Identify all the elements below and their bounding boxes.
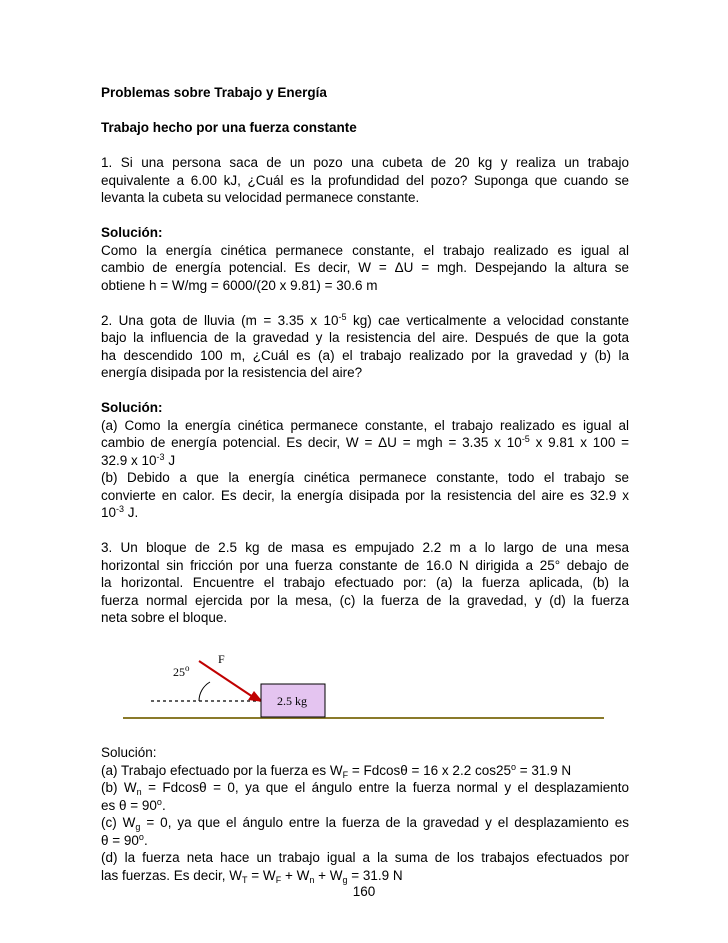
text-line: (a) Como la energía cinética permanece constante, el trabajo realizado es igual al <box>101 417 629 433</box>
text-line: horizontal sin fricción por una fuerza constante de 16.0 N dirigida a 25° debajo de <box>101 557 629 573</box>
text-line: la horizontal. Encuentre el trabajo efectuado por: (a) la fuerza aplicada, (b) la <box>101 575 629 590</box>
force-label: F <box>218 652 225 666</box>
text-line: cambio de energía potencial. Es decir, W = ΔU = mgh. Despejando la altura se <box>101 260 629 275</box>
angle-label: 25$^o$ <box>173 663 190 679</box>
force-diagram <box>101 644 629 736</box>
document-body <box>101 84 629 884</box>
solution-label: Solución: <box>101 400 163 415</box>
force-arrow-shaft <box>199 661 253 697</box>
page-number: 160 <box>352 884 376 899</box>
text-line: (b) Debido a que la energía cinética permanece constante, todo el trabajo se <box>101 470 629 485</box>
force-diagram-svg <box>101 644 629 736</box>
text-line: cambio de energía potencial. Es decir, W = ΔU = mgh = 3.35 x $10^{-5}$ x 9.81 x 100 = <box>101 434 630 450</box>
text-line: fuerza normal ejercida por la mesa, (c) la fuerza de la gravedad, y (d) la fuerza <box>101 592 629 608</box>
solution-label: Solución: <box>101 745 157 760</box>
text-line: bajo la influencia de la gravedad y la resistencia del aire. Después de que la gota <box>101 330 629 345</box>
text-line: ha descendido 100 m, ¿Cuál es (a) el trabajo realizado por la gravedad y (b) la <box>101 347 629 363</box>
document-title: Problemas sobre Trabajo y Energía <box>101 85 327 100</box>
text-line: equivalente a 6.00 kJ, ¿Cuál es la profundidad del pozo? Suponga que cuando se <box>101 172 629 188</box>
text-line: es $\theta = 90^o$. <box>101 796 166 813</box>
problem-1 <box>101 154 629 207</box>
text-line: (d) la fuerza neta hace un trabajo igual a la suma de los trabajos efectuados por <box>101 850 629 865</box>
section-heading: Trabajo hecho por una fuerza constante <box>101 120 357 135</box>
text-line: 2. Una gota de lluvia (m = 3.35 x $10^{-5}$ kg) cae verticalmente a velocidad constante <box>101 311 629 328</box>
text-line: $\theta = 90^o$. <box>101 831 148 848</box>
solution-2 <box>101 399 629 522</box>
text-line: las fuerzas. Es decir, $W_T = W_F + W_n + W_g = 31.9$ N <box>101 867 403 885</box>
text-line: (b) $W_n = Fdcos\theta = 0$, ya que el ángulo entre la fuerza normal y el desplazamiento <box>101 780 629 797</box>
text-line: levanta la cubeta su velocidad permanece constante. <box>101 190 420 205</box>
text-line: 3. Un bloque de 2.5 kg de masa es empujado 2.2 m a lo largo de una mesa <box>101 540 629 555</box>
block-label: 2.5 kg <box>277 694 307 708</box>
text-line: Como la energía cinética permanece constante, el trabajo realizado es igual al <box>101 242 629 258</box>
text-line: convierte en calor. Es decir, la energía disipada por la resistencia del aire es 32.9 x <box>101 487 629 503</box>
text-line: 32.9 x $10^{-3}$ J <box>101 451 176 468</box>
angle-arc <box>199 682 210 701</box>
solution-3 <box>101 744 629 884</box>
text-line: energía disipada por la resistencia del aire? <box>101 365 363 380</box>
text-line: (a) Trabajo efectuado por la fuerza es $W_F = Fdcos\theta = 16$ x 2.2 $\cos 25^o = 31.9$ N <box>101 761 572 780</box>
text-line: 1. Si una persona saca de un pozo una cubeta de 20 kg y realiza un trabajo <box>101 155 629 170</box>
problem-2 <box>101 312 629 382</box>
solution-1 <box>101 224 629 294</box>
solution-label: Solución: <box>101 225 163 240</box>
text-line: (c) $W_g = 0$, ya que el ángulo entre la fuerza de la gravedad y el desplazamiento es <box>101 815 629 832</box>
text-line: $10^{-3}$ J. <box>101 504 139 520</box>
problem-3 <box>101 539 629 627</box>
text-line: obtiene h = W/mg = 6000/(20 x 9.81) = 30.6 m <box>101 277 378 293</box>
text-line: neta sobre el bloque. <box>101 610 228 625</box>
